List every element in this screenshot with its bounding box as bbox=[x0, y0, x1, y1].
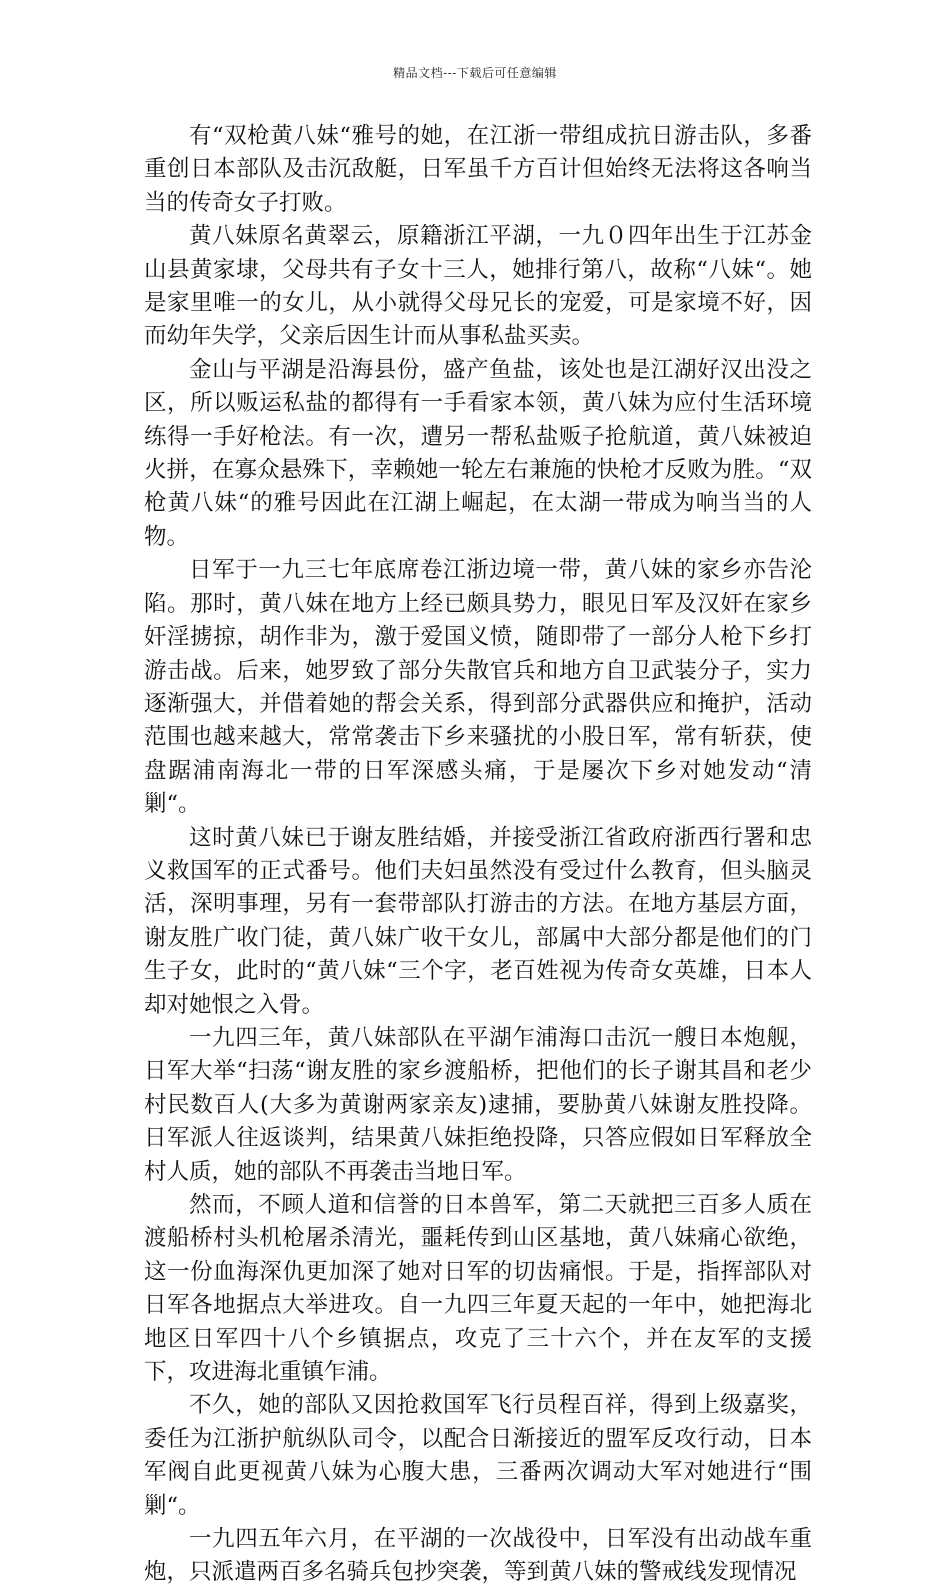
paragraph: 黄八妹原名黄翠云，原籍浙江平湖，一九０四年出生于江苏金山县黄家埭，父母共有子女十三人，她排行第八，故称“八妹“。她是家里唯一的女儿，从小就得父母兄长的宠爱，可是家境不好，因而幼年失学，父亲后因生计而从事私盐买卖。 bbox=[144, 223, 812, 350]
paragraph: 金山与平湖是沿海县份，盛产鱼盐，该处也是江湖好汉出没之区，所以贩运私盐的都得有一手看家本领，黄八妹为应付生活环境练得一手好枪法。有一次，遭另一帮私盐贩子抢航道，黄八妹被迫火拼，在寡众悬殊下，幸赖她一轮左右兼施的快枪才反败为胜。“双枪黄八妹“的雅号因此在江湖上崛起，在太湖一带成为响当当的人物。 bbox=[144, 356, 812, 550]
paragraph: 然而，不顾人道和信誉的日本兽军，第二天就把三百多人质在渡船桥村头机枪屠杀清光，噩耗传到山区基地，黄八妹痛心欲绝，这一份血海深仇更加深了她对日军的切齿痛恨。于是，指挥部队对日军各地据点大举进攻。自一九四三年夏天起的一年中，她把海北地区日军四十八个乡镇据点，攻克了三十六个，并在友军的支援下，攻进海北重镇乍浦。 bbox=[144, 1192, 812, 1386]
article-body bbox=[144, 120, 812, 1590]
paragraph: 日军于一九三七年底席卷江浙边境一带，黄八妹的家乡亦告沦陷。那时，黄八妹在地方上经已颇具势力，眼见日军及汉奸在家乡奸淫掳掠，胡作非为，激于爱国义愤，随即带了一部分人枪下乡打游击战。后来，她罗致了部分失散官兵和地方自卫武装分子，实力逐渐强大，并借着她的帮会关系，得到部分武器供应和掩护，活动范围也越来越大，常常袭击下乡来骚扰的小股日军，常有斩获，使盘踞浦南海北一带的日军深感头痛，于是屡次下乡对她发动“清剿“。 bbox=[144, 557, 812, 818]
paragraph: 有“双枪黄八妹“雅号的她，在江浙一带组成抗日游击队，多番重创日本部队及击沉敌艇，日军虽千方百计但始终无法将这各响当当的传奇女子打败。 bbox=[144, 123, 812, 216]
paragraph: 一九四三年，黄八妹部队在平湖乍浦海口击沉一艘日本炮舰，日军大举“扫荡“谢友胜的家乡渡船桥，把他们的长子谢其昌和老少村民数百人(大多为黄谢两家亲友)逮捕，要胁黄八妹谢友胜投降。日军派人往返谈判，结果黄八妹拒绝投降，只答应假如日军释放全村人质，她的部队不再袭击当地日军。 bbox=[144, 1024, 812, 1185]
paragraph: 不久，她的部队又因抢救国军飞行员程百祥，得到上级嘉奖，委任为江浙护航纵队司令，以配合日渐接近的盟军反攻行动，日本军阀自此更视黄八妹为心腹大患，三番两次调动大军对她进行“围剿“。 bbox=[144, 1392, 812, 1519]
paragraph: 一九四五年六月，在平湖的一次战役中，日军没有出动战车重炮，只派遣两百多名骑兵包抄突袭，等到黄八妹的警戒线发现情况 bbox=[144, 1526, 812, 1586]
page-header: 精品文档---下载后可任意编辑 bbox=[393, 66, 557, 80]
paragraph: 这时黄八妹已于谢友胜结婚，并接受浙江省政府浙西行署和忠义救国军的正式番号。他们夫妇虽然没有受过什么教育，但头脑灵活，深明事理，另有一套带部队打游击的方法。在地方基层方面，谢友胜广收门徒，黄八妹广收干女儿，部属中大部分都是他们的门生子女，此时的“黄八妹“三个字，老百姓视为传奇女英雄，日本人却对她恨之入骨。 bbox=[144, 824, 812, 1018]
